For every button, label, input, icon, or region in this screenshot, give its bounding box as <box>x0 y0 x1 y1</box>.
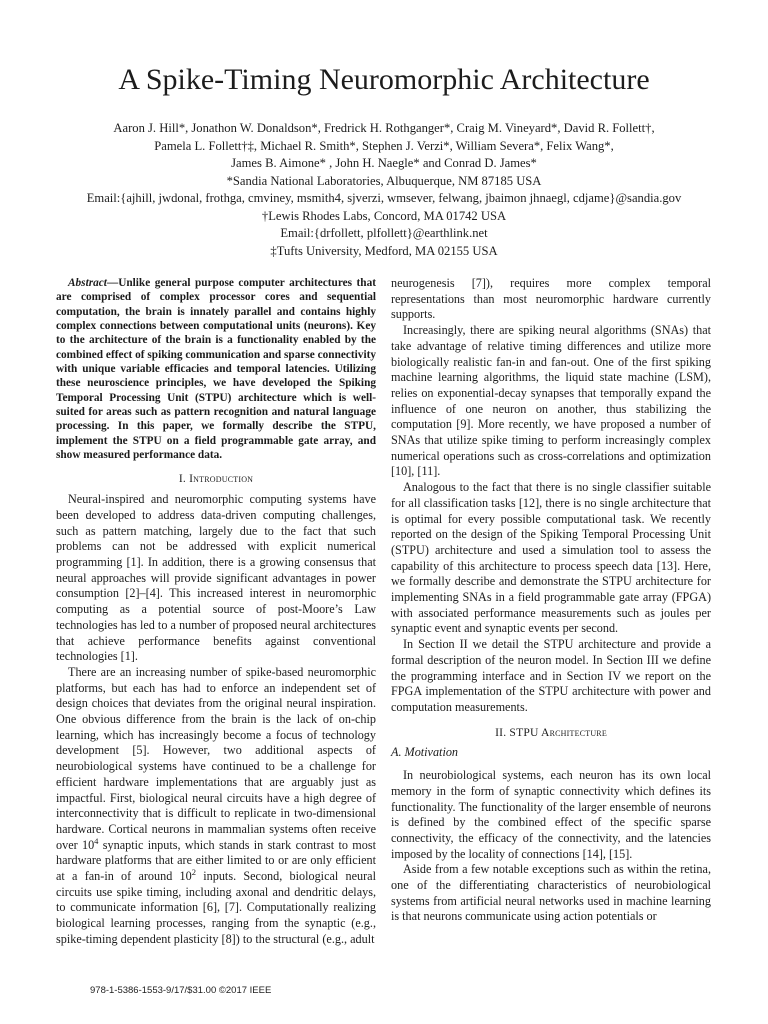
intro-paragraph-2-continued: neurogenesis [7]), requires more complex temporal representations than most neuromorphic hardware currently supports. <box>391 276 711 322</box>
affiliation-lewis-rhodes: †Lewis Rhodes Labs, Concord, MA 01742 USA <box>261 208 507 223</box>
subsection-heading-motivation: A. Motivation <box>391 745 459 760</box>
author-block <box>40 120 728 260</box>
superscript: 2 <box>191 866 197 877</box>
text-run: There are an increasing number of spike-based neuromorphic platforms, but each has had to enforce an independent set of design choices that deviates from the original neural inspiration. One obvious difference from the brain is the lack of on-chip learning, which has increasingly become a focus of technology development [5]. However, two additional aspects of neurobiological systems have continued to be a challenge for efficient hardware implementations that are arguably just as impactful. First, biological neural circuits have a high degree of interconnectivity that is difficult to replicate in two-dimensional hardware. Cortical neurons in mammalian systems often receive over 10 <box>56 664 376 852</box>
motivation-paragraph-1: In neurobiological systems, each neuron has its own local memory in the form of synaptic connectivity which defines its functionality. The functionality of the larger ensemble of neurons is defined by the combined effect of the specific sparse connectivity, the efficacy of the connectivity, and the latencies imposed by the locality of connections [14], [15]. <box>391 768 711 861</box>
section-title: STPU Architecture <box>509 725 607 739</box>
right-column <box>391 276 711 925</box>
intro-paragraph-3: Increasingly, there are spiking neural algorithms (SNAs) that take advantage of relative timing differences and utilize more biologically realistic fan-in and fan-out. One of the first spiking machine learning algorithms, the liquid state machine (LSM), relies on exponential-decay synapses that temporally expand the influence of one neuron on another, thus stabilizing the computation [9]. More recently, we have proposed a number of SNAs that utilize spike timing to perform increasingly complex numerical operations such as cross-correlations and optimization [10], [11]. <box>391 323 711 479</box>
author-line-2: Pamela L. Follett†‡, Michael R. Smith*, Stephen J. Verzi*, William Severa*, Felix Wang*, <box>154 138 614 153</box>
section-title: Introduction <box>189 472 254 486</box>
left-column <box>56 276 376 948</box>
superscript: 4 <box>94 835 99 846</box>
copyright-footer: 978-1-5386-1553-9/17/$31.00 ©2017 IEEE <box>90 985 272 996</box>
section-number: I. <box>178 472 186 486</box>
intro-paragraph-2 <box>56 665 376 948</box>
intro-paragraph-4: Analogous to the fact that there is no single classifier suitable for all classification tasks [12], there is no single architecture that is optimal for every possible computational task. We recently reported on the design of the Spiking Temporal Processing Unit (STPU) architecture and used a simulation tool to assess the capability of this architecture to process speech data [13]. Here, we formally describe and demonstrate the STPU architecture for implementing SNAs in a field programmable gate array (FPGA) with associated performance measurements such as joules per synaptic event and synaptic events per second. <box>391 480 711 636</box>
intro-paragraph-5: In Section II we detail the STPU architecture and provide a formal description of the neuron model. In Section III we define the programming interface and in Section IV we report on the FPGA implementation of the STPU architecture with power and computation measurements. <box>391 637 711 714</box>
text-run: inputs. Second, biological neural circuits use spike timing, including axonal and dendritic delays, to communicate information [6], [7]. Computationally realizing biological learning processes, ranging from the synaptic (e.g., spike-timing dependent plasticity [8]) to the structural (e.g., adult <box>56 869 376 946</box>
motivation-paragraph-2: Aside from a few notable exceptions such as within the retina, one of the differentiating characteristics of neurobiological systems from artificial neural networks used in machine learning is that neurons communicate using action potentials or <box>391 862 711 924</box>
author-line-3: James B. Aimone* , John H. Naegle* and Conrad D. James* <box>231 156 537 170</box>
section-number: II. <box>495 725 507 739</box>
section-heading-stpu-architecture <box>391 725 711 741</box>
abstract-text: —Unlike general purpose computer architectures that are comprised of complex processor cores and sequential computation, the brain is innately parallel and contains highly complex connections between computational units (neurons). Key to the architecture of the brain is a functionality enabled by the combined effect of spiking communication and sparse connectivity with unique variable efficacies and temporal latencies. Utilizing these neuroscience principles, we have developed the Spiking Temporal Processing Unit (STPU) architecture which is well-suited for areas such as pattern recognition and natural language processing. In this paper, we formally describe the STPU, implement the STPU on a field programmable gate array, and show measured performance data. <box>56 277 376 462</box>
intro-paragraph-1: Neural-inspired and neuromorphic computing systems have been developed to address data-driven computing challenges, such as pattern matching, largely due to the fact that such problems can not be addressed with explicit numerical programming [1]. In addition, there is a growing consensus that neural approaches will provide significant advantages in power consumption [2]–[4]. This increased interest in neuromorphic computing as a potential source of post-Moore’s Law technologies has led to a number of proposed neural architectures that achieve performance benefits against conventional technologies [1]. <box>56 492 376 664</box>
text-run: synaptic inputs, which stands in stark contrast to most hardware platforms that are either limited to or are only efficient at a fan-in of around 10 <box>56 837 376 884</box>
section-heading-introduction <box>56 471 376 487</box>
affiliation-sandia: *Sandia National Laboratories, Albuquerque, NM 87185 USA <box>226 173 542 188</box>
email-sandia: Email:{ajhill, jwdonal, frothga, cmviney, msmith4, sjverzi, wmsever, felwang, jbaimon jhnaegl, cdjame}@sandia.gov <box>86 191 682 205</box>
paper-title: A Spike-Timing Neuromorphic Architecture <box>118 63 650 96</box>
abstract-label: Abstract <box>68 277 107 289</box>
email-lewis-rhodes: Email:{drfollett, plfollett}@earthlink.net <box>280 226 488 240</box>
abstract <box>56 276 376 462</box>
affiliation-tufts: ‡Tufts University, Medford, MA 02155 USA <box>270 243 498 258</box>
author-line-1: Aaron J. Hill*, Jonathon W. Donaldson*, Fredrick H. Rothganger*, Craig M. Vineyard*, David R. Follett†, <box>113 121 655 135</box>
